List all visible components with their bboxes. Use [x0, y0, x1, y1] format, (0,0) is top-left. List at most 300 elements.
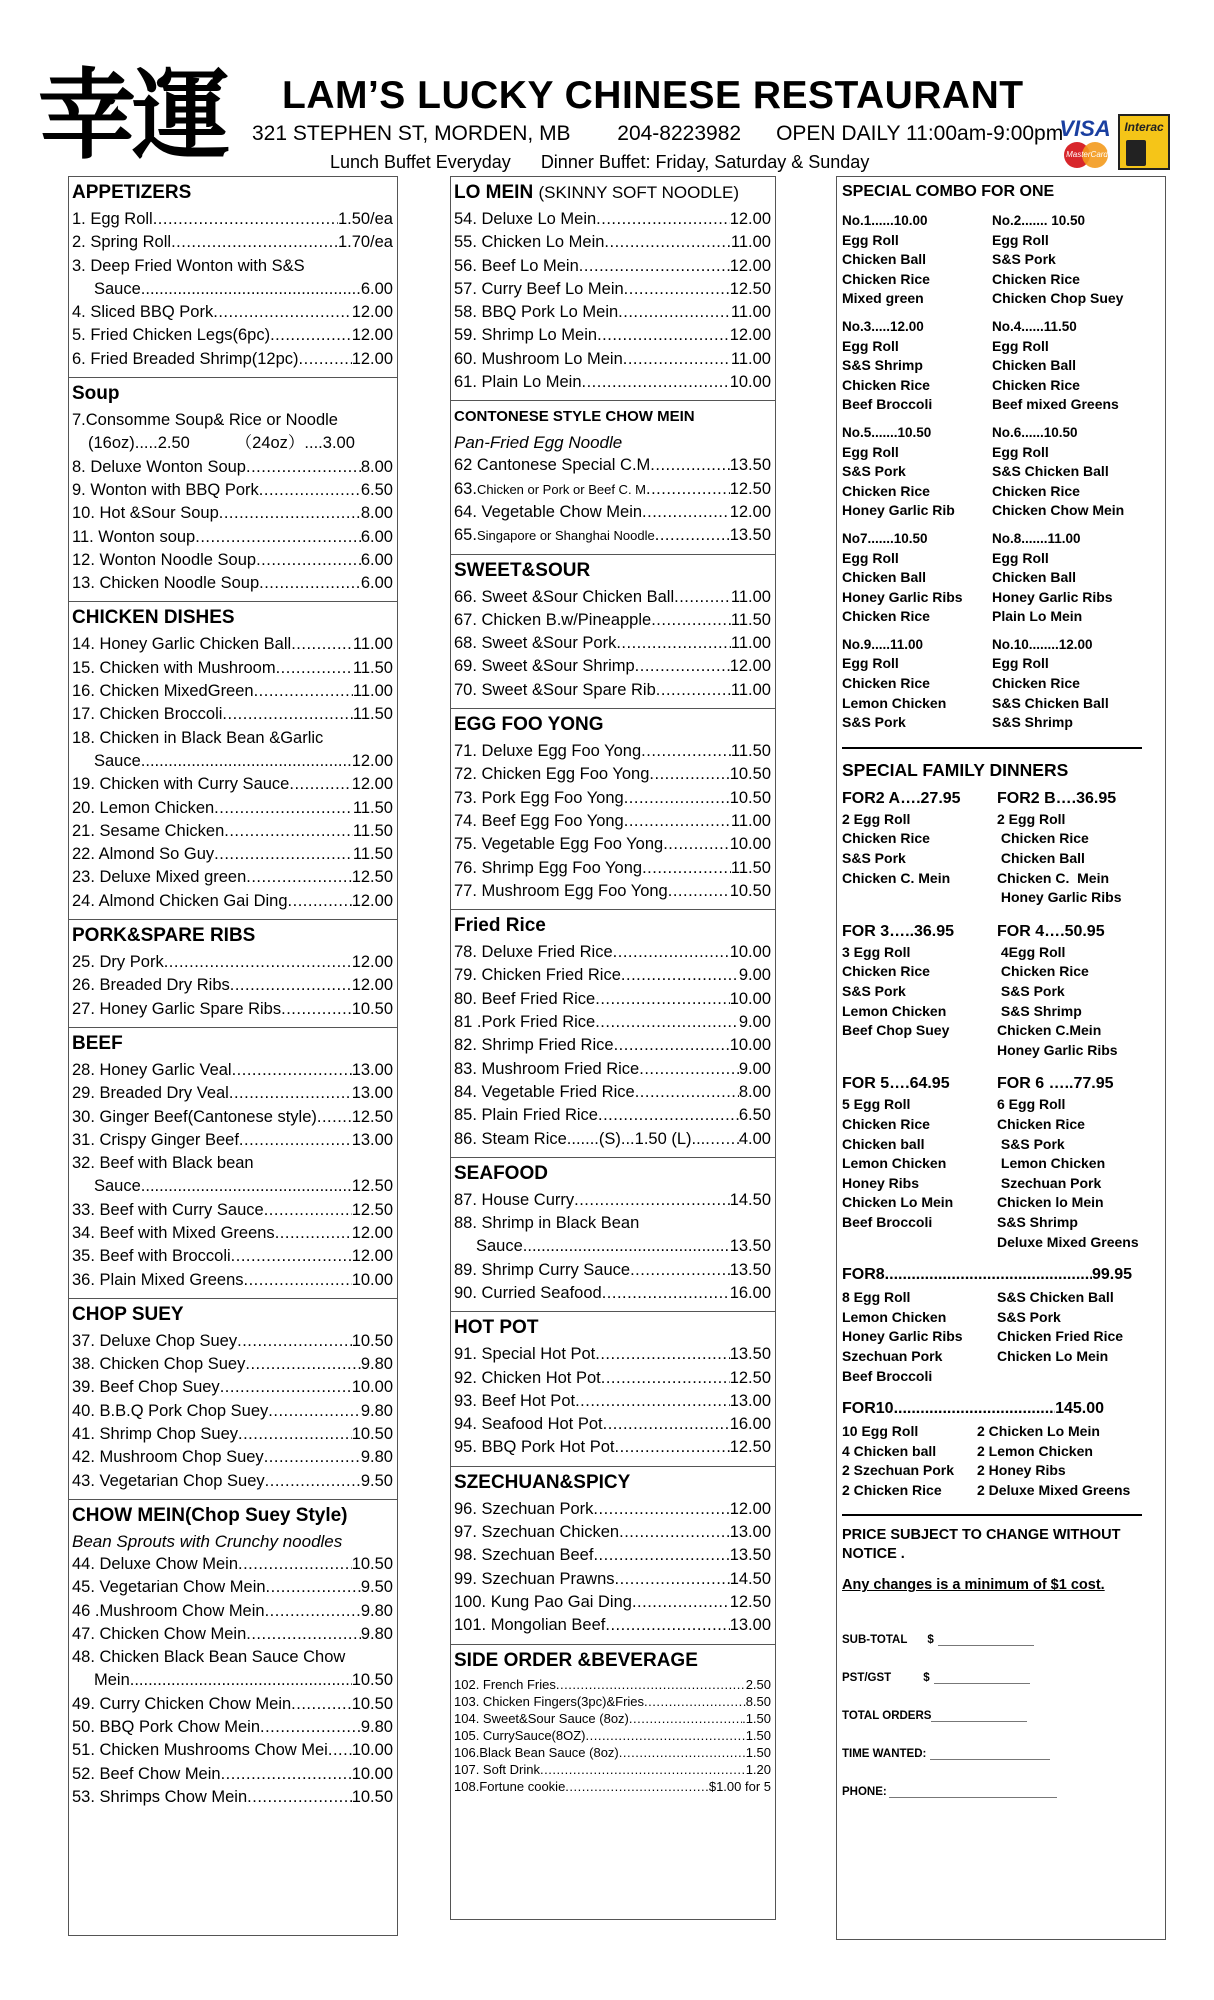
- family-dinner-item: S&S Pork: [997, 1135, 1065, 1152]
- family-dinner-item: Honey Garlic Ribs: [997, 889, 1122, 906]
- menu-item-price: 13.00: [729, 1616, 771, 1635]
- family-dinner-item: Chicken C. Mein: [997, 869, 1110, 886]
- menu-item: [72, 657, 393, 680]
- family-dinner-items: [997, 1095, 1157, 1252]
- combo-option: [842, 423, 992, 521]
- menu-item: [72, 1106, 393, 1129]
- menu-item: [72, 324, 393, 347]
- menu-item-price: 1.70/ea: [337, 233, 393, 252]
- combo-pair: [842, 211, 1160, 309]
- menu-item-name: 87. House Curry: [454, 1190, 575, 1209]
- combo-option: [992, 529, 1142, 627]
- menu-item-name: 19. Chicken with Curry Sauce: [72, 775, 290, 794]
- menu-item-name: 68. Sweet &Sour Pork: [454, 634, 617, 653]
- section-lo-mein: [451, 177, 775, 401]
- family-dinner-item: Beef Chop Suey: [842, 1022, 950, 1039]
- menu-item: [454, 810, 771, 833]
- menu-item-price: 9.80: [360, 1401, 393, 1420]
- menu-item: 18. Chicken in Black Bean &Garlic: [72, 728, 324, 747]
- menu-item: [72, 1222, 393, 1245]
- combo-item: S&S Pork: [842, 463, 906, 480]
- family-dinner-item: Honey Garlic Ribs: [997, 1041, 1118, 1058]
- menu-item: [454, 1367, 771, 1390]
- combo-list: [842, 211, 1160, 733]
- menu-item-price: 10.00: [351, 1378, 393, 1397]
- time-wanted-field[interactable]: TIME WANTED:: [842, 1738, 1160, 1760]
- menu-item: [72, 998, 393, 1021]
- menu-item-name: 4. Sliced BBQ Pork: [72, 303, 214, 322]
- family-dinner-item: Chicken Lo Mein: [997, 1347, 1109, 1364]
- combo-option: [842, 635, 992, 733]
- combo-item: Egg Roll: [842, 443, 899, 460]
- combo-heading: No.3.....12.00: [842, 318, 924, 334]
- menu-item-price: 8.00: [738, 1082, 771, 1101]
- buffet-line: [330, 152, 869, 173]
- family-dinner-item: Chicken Ball: [997, 850, 1085, 867]
- combo-item: Egg Roll: [992, 231, 1049, 248]
- menu-column-3: [836, 176, 1166, 1940]
- combo-item: Egg Roll: [842, 231, 899, 248]
- menu-item-name: 105. CurrySauce(8OZ): [454, 1727, 586, 1743]
- menu-item-name: 20. Lemon Chicken: [72, 798, 215, 817]
- menu-item-name: 60. Mushroom Lo Mein: [454, 349, 623, 368]
- menu-item-name: 44. Deluxe Chow Mein: [72, 1554, 238, 1573]
- menu-item-name: 51. Chicken Mushrooms Chow Mei: [72, 1741, 328, 1760]
- menu-item: [72, 549, 393, 572]
- menu-item-price: 6.00: [360, 527, 393, 546]
- menu-item-price: 10.50: [351, 1425, 393, 1444]
- menu-item-name: 74. Beef Egg Foo Yong: [454, 811, 624, 830]
- combo-option: [992, 635, 1142, 733]
- menu-item: [454, 1189, 771, 1212]
- menu-item-name: 103. Chicken Fingers(3pc)&Fries: [454, 1693, 645, 1709]
- section-cantonese-chow-mein: [451, 401, 775, 554]
- menu-item: [72, 680, 393, 703]
- family-dinner-item: Deluxe Mixed Greens: [997, 1233, 1139, 1250]
- menu-item-price: 10.00: [351, 1764, 393, 1783]
- menu-item-name: 57. Curry Beef Lo Mein: [454, 279, 624, 298]
- menu-item-name: 35. Beef with Broccoli: [72, 1247, 231, 1266]
- menu-item: [454, 301, 771, 324]
- menu-item: [72, 843, 393, 866]
- combo-item: Chicken Chop Suey: [992, 290, 1124, 307]
- menu-item-price: 9.00: [738, 1059, 771, 1078]
- family-dinner-items: [977, 1422, 1157, 1500]
- menu-item-name: 29. Breaded Dry Veal: [72, 1084, 229, 1103]
- menu-item-price: 10.50: [351, 1787, 393, 1806]
- menu-item-price: 6.00: [360, 550, 393, 569]
- combo-item: Mixed green: [842, 290, 924, 307]
- menu-item-price: 6.00: [360, 574, 393, 593]
- menu-item-name: 72. Chicken Egg Foo Yong: [454, 765, 650, 784]
- menu-item-name: 62 Cantonese Special C.M: [454, 456, 651, 475]
- phone-number: 204-8223982: [617, 122, 742, 145]
- menu-item-name: 54. Deluxe Lo Mein: [454, 210, 597, 228]
- menu-item-price: 12.50: [729, 1438, 771, 1457]
- menu-item: [454, 609, 771, 632]
- combo-item: Plain Lo Mein: [992, 608, 1083, 625]
- menu-item: [72, 1423, 393, 1446]
- menu-item-name: 25. Dry Pork: [72, 953, 164, 972]
- family-dinner-item: 6 Egg Roll: [997, 1096, 1066, 1113]
- family-dinner-for10: [842, 1398, 1160, 1500]
- menu-item-price: 6.50: [738, 1106, 771, 1125]
- combo-heading: No.8.......11.00: [992, 530, 1081, 546]
- divider: [842, 747, 1142, 749]
- menu-item: [454, 941, 771, 964]
- menu-item-price: 11.50: [352, 798, 393, 817]
- family-dinner-item: S&S Shrimp: [997, 1002, 1082, 1019]
- menu-item: [454, 1614, 771, 1637]
- section-title: SWEET&SOUR: [454, 559, 591, 581]
- menu-item: [454, 763, 771, 786]
- combo-item: Egg Roll: [992, 337, 1049, 354]
- combo-heading: No.4......11.50: [992, 318, 1077, 334]
- menu-item: [72, 773, 393, 796]
- menu-item: [454, 1727, 771, 1744]
- menu-item-name: 94. Seafood Hot Pot: [454, 1415, 603, 1434]
- menu-item: [454, 208, 771, 231]
- menu-item: [454, 1081, 771, 1104]
- family-dinner-items: [842, 1288, 997, 1386]
- menu-item-name: 27. Honey Garlic Spare Ribs: [72, 999, 282, 1018]
- menu-item-name: 101. Mongolian Beef: [454, 1616, 606, 1635]
- family-dinner-heading: FOR 3…..36.95: [842, 922, 955, 940]
- menu-item-price: 12.00: [729, 657, 771, 676]
- menu-item-name: 17. Chicken Broccoli: [72, 705, 223, 724]
- menu-item-price: 9.00: [738, 1013, 771, 1032]
- family-dinner-heading: FOR10 ..... 145.00: [842, 1398, 1104, 1420]
- menu-item: [454, 988, 771, 1011]
- menu-item: 3. Deep Fried Wonton with S&S: [72, 256, 305, 275]
- menu-item-price: 11.00: [730, 680, 771, 699]
- menu-item-name: 56. Beef Lo Mein: [454, 256, 579, 275]
- family-dinner-item: S&S Pork: [842, 850, 906, 867]
- menu-item-name: 28. Honey Garlic Veal: [72, 1060, 232, 1079]
- menu-item-name: 63.: [454, 479, 477, 498]
- section-title: Fried Rice: [454, 915, 546, 937]
- combo-option: [842, 211, 992, 309]
- menu-item-name: 22. Almond So Guy: [72, 845, 215, 864]
- menu-item: [72, 1623, 393, 1646]
- menu-item-price: 10.00: [729, 835, 771, 854]
- family-dinner-item: 2 Deluxe Mixed Greens: [977, 1481, 1131, 1498]
- family-dinner-item: 2 Honey Ribs: [977, 1462, 1066, 1479]
- section-fried-rice: [451, 910, 775, 1158]
- family-dinner-heading: FOR8 ..... 99.95: [842, 1264, 1132, 1286]
- menu-item-price: 10.00: [729, 989, 771, 1008]
- menu-item: [454, 324, 771, 347]
- family-dinner-item: Beef Broccoli: [842, 1213, 933, 1230]
- family-dinner-for8: [842, 1264, 1160, 1386]
- menu-item-price: 10.00: [729, 1036, 771, 1055]
- address-line: [252, 122, 1063, 146]
- menu-item-price: 13.00: [351, 1130, 393, 1149]
- menu-item: [72, 633, 393, 656]
- family-dinner-item: S&S Pork: [842, 983, 906, 999]
- menu-item: [454, 1591, 771, 1614]
- menu-column-1: [68, 176, 398, 1936]
- section-egg-foo-yong: [451, 709, 775, 910]
- combo-item: S&S Shrimp: [842, 357, 923, 374]
- family-dinner-item: Lemon Chicken: [842, 1002, 947, 1019]
- menu-item-name: 99. Szechuan Prawns: [454, 1569, 615, 1588]
- menu-item: [454, 1282, 771, 1305]
- menu-column-2: [450, 176, 776, 1920]
- combo-title: SPECIAL COMBO FOR ONE: [842, 183, 1055, 200]
- menu-item-name: 36. Plain Mixed Greens: [72, 1270, 244, 1289]
- menu-item-price: 14.50: [729, 1569, 771, 1588]
- menu-item-name: 100. Kung Pao Gai Ding: [454, 1592, 632, 1611]
- combo-item: Chicken Rice: [842, 376, 930, 393]
- menu-item-name: 2. Spring Roll: [72, 233, 172, 252]
- family-dinner-item: Lemon Chicken: [997, 1155, 1106, 1172]
- price-notice: PRICE SUBJECT TO CHANGE WITHOUT NOTICE .: [842, 1527, 1121, 1563]
- menu-item-name: 98. Szechuan Beef: [454, 1546, 594, 1565]
- family-dinner-items: [842, 1095, 997, 1252]
- family-dinner-items: [842, 810, 997, 908]
- menu-item-name: 79. Chicken Fried Rice: [454, 966, 621, 985]
- combo-item: S&S Pork: [992, 251, 1056, 268]
- combo-item: Chicken Rice: [992, 376, 1080, 393]
- section-side-order-beverage: [451, 1645, 775, 1801]
- section-title: SZECHUAN&SPICY: [454, 1471, 631, 1493]
- menu-item-price: 12.00: [351, 891, 393, 910]
- family-dinner-item: 4 Chicken ball: [842, 1442, 937, 1459]
- menu-item-price: 1.50: [745, 1727, 771, 1743]
- menu-item-price: 10.00: [729, 373, 771, 392]
- menu-item: [454, 1744, 771, 1761]
- family-dinner-items: [997, 810, 1157, 908]
- combo-option: [992, 423, 1142, 521]
- menu-item: [72, 866, 393, 889]
- menu-item-price: 9.80: [360, 1448, 393, 1467]
- menu-item-name: 65.: [454, 526, 477, 545]
- family-dinner-item: Chicken Rice: [997, 830, 1089, 847]
- combo-item: Egg Roll: [842, 549, 899, 566]
- menu-item-name: 77. Mushroom Egg Foo Yong: [454, 881, 668, 900]
- section-title: BEEF: [72, 1032, 123, 1054]
- total-orders-field[interactable]: TOTAL ORDERS: [842, 1700, 1160, 1722]
- menu-item-name: 104. Sweet&Sour Sauce (8oz): [454, 1710, 629, 1726]
- menu-item-name: 73. Pork Egg Foo Yong: [454, 788, 624, 807]
- menu-item-price: 14.50: [729, 1190, 771, 1209]
- section-appetizers: [69, 177, 397, 378]
- combo-heading: No7.......10.50: [842, 530, 928, 546]
- menu-item-price: 12.00: [729, 256, 771, 275]
- menu-item-name: 49. Curry Chicken Chow Mein: [72, 1694, 292, 1713]
- menu-item: [72, 1082, 393, 1105]
- combo-heading: No.9.....11.00: [842, 636, 924, 652]
- menu-item-name: 16. Chicken MixedGreen: [72, 682, 254, 701]
- menu-item-price: 16.00: [729, 1415, 771, 1434]
- pst-gst-field[interactable]: PST/GST $: [842, 1662, 1160, 1684]
- menu-item-price: 11.00: [730, 303, 771, 322]
- family-dinner-item: Honey Ribs: [842, 1174, 920, 1191]
- combo-heading: No.6......10.50: [992, 424, 1078, 440]
- family-dinner-item: S&S Chicken Ball: [997, 1289, 1114, 1306]
- menu-item-name: 24. Almond Chicken Gai Ding: [72, 891, 288, 910]
- combo-heading: No.2....... 10.50: [992, 213, 1086, 228]
- section-beef: [69, 1028, 397, 1299]
- combo-item: Chicken Rice: [992, 675, 1080, 692]
- menu-item: [454, 255, 771, 278]
- menu-item: [454, 679, 771, 702]
- menu-item: [72, 1269, 393, 1292]
- menu-item-price: 11.00: [352, 682, 393, 701]
- family-dinner-item: 8 Egg Roll: [842, 1289, 911, 1306]
- menu-item: [72, 1245, 393, 1268]
- family-dinner-item: Chicken C.Mein: [997, 1022, 1102, 1039]
- menu-item-price: $1.00 for 5: [708, 1778, 771, 1794]
- menu-item: [72, 974, 393, 997]
- menu-item-name: 43. Vegetarian Chop Suey: [72, 1471, 265, 1490]
- menu-item-price: 10.50: [729, 765, 771, 784]
- menu-item-name: 8. Deluxe Wonton Soup: [72, 457, 246, 476]
- subtotal-field[interactable]: SUB-TOTAL $: [842, 1624, 1160, 1646]
- menu-item: [454, 371, 771, 394]
- changes-notice: Any changes is a minimum of $1 cost.: [842, 1577, 1105, 1594]
- menu-item: [454, 586, 771, 609]
- menu-item-continued: Sauce ..... 13.50: [454, 1235, 771, 1258]
- combo-pair: [842, 529, 1160, 627]
- menu-item: [72, 526, 393, 549]
- menu-item: [454, 231, 771, 254]
- menu-item-price: 12.00: [351, 349, 393, 368]
- menu-item: [454, 1390, 771, 1413]
- menu-item-continued: Mein ..... 10.50: [72, 1669, 393, 1692]
- menu-item-price: 1.20: [745, 1761, 771, 1777]
- family-dinner-item: 2 Chicken Rice: [842, 1481, 942, 1498]
- family-dinners-title: SPECIAL FAMILY DINNERS: [842, 759, 1069, 780]
- menu-item-price: 12.50: [351, 1177, 393, 1196]
- menu-item-name: 89. Shrimp Curry Sauce: [454, 1260, 631, 1279]
- menu-item: [72, 479, 393, 502]
- menu-item-name: 10. Hot &Sour Soup: [72, 504, 219, 523]
- section-title: HOT POT: [454, 1317, 539, 1339]
- combo-option: [842, 529, 992, 627]
- menu-item-name: 50. BBQ Pork Chow Mein: [72, 1718, 260, 1737]
- menu-item-name: 9. Wonton with BBQ Pork: [72, 480, 259, 499]
- section-note: Bean Sprouts with Crunchy noodles: [72, 1531, 343, 1551]
- section-title: APPETIZERS: [72, 182, 192, 203]
- menu-item: [72, 1786, 393, 1809]
- menu-item-name: 6. Fried Breaded Shrimp(12pc): [72, 349, 299, 368]
- menu-item: [72, 1446, 393, 1469]
- combo-pair: [842, 317, 1160, 415]
- family-dinner-item: Chicken Rice: [997, 1115, 1085, 1132]
- menu-item: [454, 1128, 771, 1151]
- menu-item-name: 55. Chicken Lo Mein: [454, 233, 605, 252]
- menu-item: [72, 231, 393, 254]
- menu-item: [454, 833, 771, 856]
- menu-item: [72, 1576, 393, 1599]
- family-dinner-item: Lemon Chicken: [842, 1308, 947, 1325]
- combo-item: Egg Roll: [842, 655, 899, 672]
- menu-item-price: 13.50: [729, 456, 771, 475]
- menu-item-price: 11.00: [730, 811, 771, 830]
- menu-item-name: 5. Fried Chicken Legs(6pc): [72, 326, 271, 345]
- menu-item-price: 12.00: [351, 326, 393, 345]
- menu-item-price: 8.00: [360, 504, 393, 523]
- menu-item-name: 108.Fortune cookie: [454, 1778, 566, 1794]
- menu-item: [454, 787, 771, 810]
- menu-item: [72, 890, 393, 913]
- menu-item-name: 95. BBQ Pork Hot Pot: [454, 1438, 615, 1457]
- menu-item: [454, 1521, 771, 1544]
- family-dinner-item: Szechuan Pork: [842, 1347, 943, 1364]
- menu-item: 88. Shrimp in Black Bean: [454, 1214, 640, 1233]
- menu-item-price: 12.00: [351, 775, 393, 794]
- combo-pair: [842, 635, 1160, 733]
- menu-item-price: 10.00: [729, 943, 771, 962]
- visa-logo: VISA: [1059, 116, 1111, 141]
- section-title: SIDE ORDER &BEVERAGE: [454, 1649, 698, 1671]
- family-dinner-items: [997, 943, 1157, 1061]
- interac-logo: Interac: [1118, 114, 1170, 170]
- family-dinner-item: Chicken Rice: [842, 963, 930, 980]
- menu-item-name: 40. B.B.Q Pork Chop Suey: [72, 1401, 269, 1420]
- menu-item-name: 93. Beef Hot Pot: [454, 1391, 576, 1410]
- restaurant-logo-chinese-characters: 幸運: [38, 58, 227, 173]
- family-dinner-heading: FOR2 B….36.95: [997, 789, 1117, 807]
- menu-item-name: 33. Beef with Curry Sauce: [72, 1200, 264, 1219]
- menu-item-price: 10.50: [351, 999, 393, 1018]
- family-dinner-item: Chicken Rice: [842, 830, 930, 847]
- menu-item-name: 47. Chicken Chow Mein: [72, 1624, 247, 1643]
- section-note: Pan-Fried Egg Noodle: [454, 433, 623, 453]
- menu-item-name: 58. BBQ Pork Lo Mein: [454, 303, 619, 322]
- menu-item: [454, 1761, 771, 1778]
- family-dinner-items: [997, 1288, 1157, 1386]
- section-title: EGG FOO YONG: [454, 714, 604, 736]
- menu-item-price: 6.50: [360, 480, 393, 499]
- section-title: CHICKEN DISHES: [72, 607, 235, 629]
- phone-field[interactable]: PHONE:: [842, 1776, 1160, 1798]
- menu-item-price: 11.50: [352, 845, 393, 864]
- menu-item-name: 34. Beef with Mixed Greens: [72, 1223, 275, 1242]
- section-szechuan-spicy: [451, 1467, 775, 1645]
- menu-item: [72, 1470, 393, 1493]
- menu-item: [454, 1778, 771, 1795]
- combo-heading: No.10........12.00: [992, 636, 1093, 652]
- menu-item-name: 42. Mushroom Chop Suey: [72, 1448, 264, 1467]
- family-dinner-item: Szechuan Pork: [997, 1174, 1102, 1191]
- menu-item-price: 9.80: [360, 1624, 393, 1643]
- menu-item-price: .1.50: [742, 1710, 771, 1726]
- menu-item-name: 67. Chicken B.w/Pineapple: [454, 610, 652, 629]
- menu-item-name: 80. Beef Fried Rice: [454, 989, 596, 1008]
- family-dinner-item: 2 Lemon Chicken: [977, 1442, 1093, 1459]
- menu-item: [454, 501, 771, 524]
- menu-item: [72, 1059, 393, 1082]
- menu-item-price: 13.50: [729, 1237, 771, 1256]
- menu-item: [454, 1676, 771, 1693]
- menu-item: [454, 1011, 771, 1034]
- menu-item-name: 81 .Pork Fried Rice: [454, 1013, 596, 1032]
- menu-item: [454, 1436, 771, 1459]
- opening-hours: OPEN DAILY 11:00am-9:00pm: [776, 122, 1064, 145]
- section-title: CONTONESE STYLE CHOW MEIN: [454, 408, 695, 426]
- family-dinner-item: Chicken Fried Rice: [997, 1328, 1124, 1345]
- menu-item-price: 12.00: [729, 1499, 771, 1518]
- combo-item: Chicken Chow Mein: [992, 502, 1125, 519]
- family-dinner-item: S&S Pork: [997, 1308, 1061, 1325]
- menu-item: [454, 857, 771, 880]
- menu-item: [454, 880, 771, 903]
- menu-item-name: 61. Plain Lo Mein: [454, 373, 582, 392]
- menu-item: 63. Chicken or Pork or Beef C. M ..... 12.50: [454, 478, 771, 501]
